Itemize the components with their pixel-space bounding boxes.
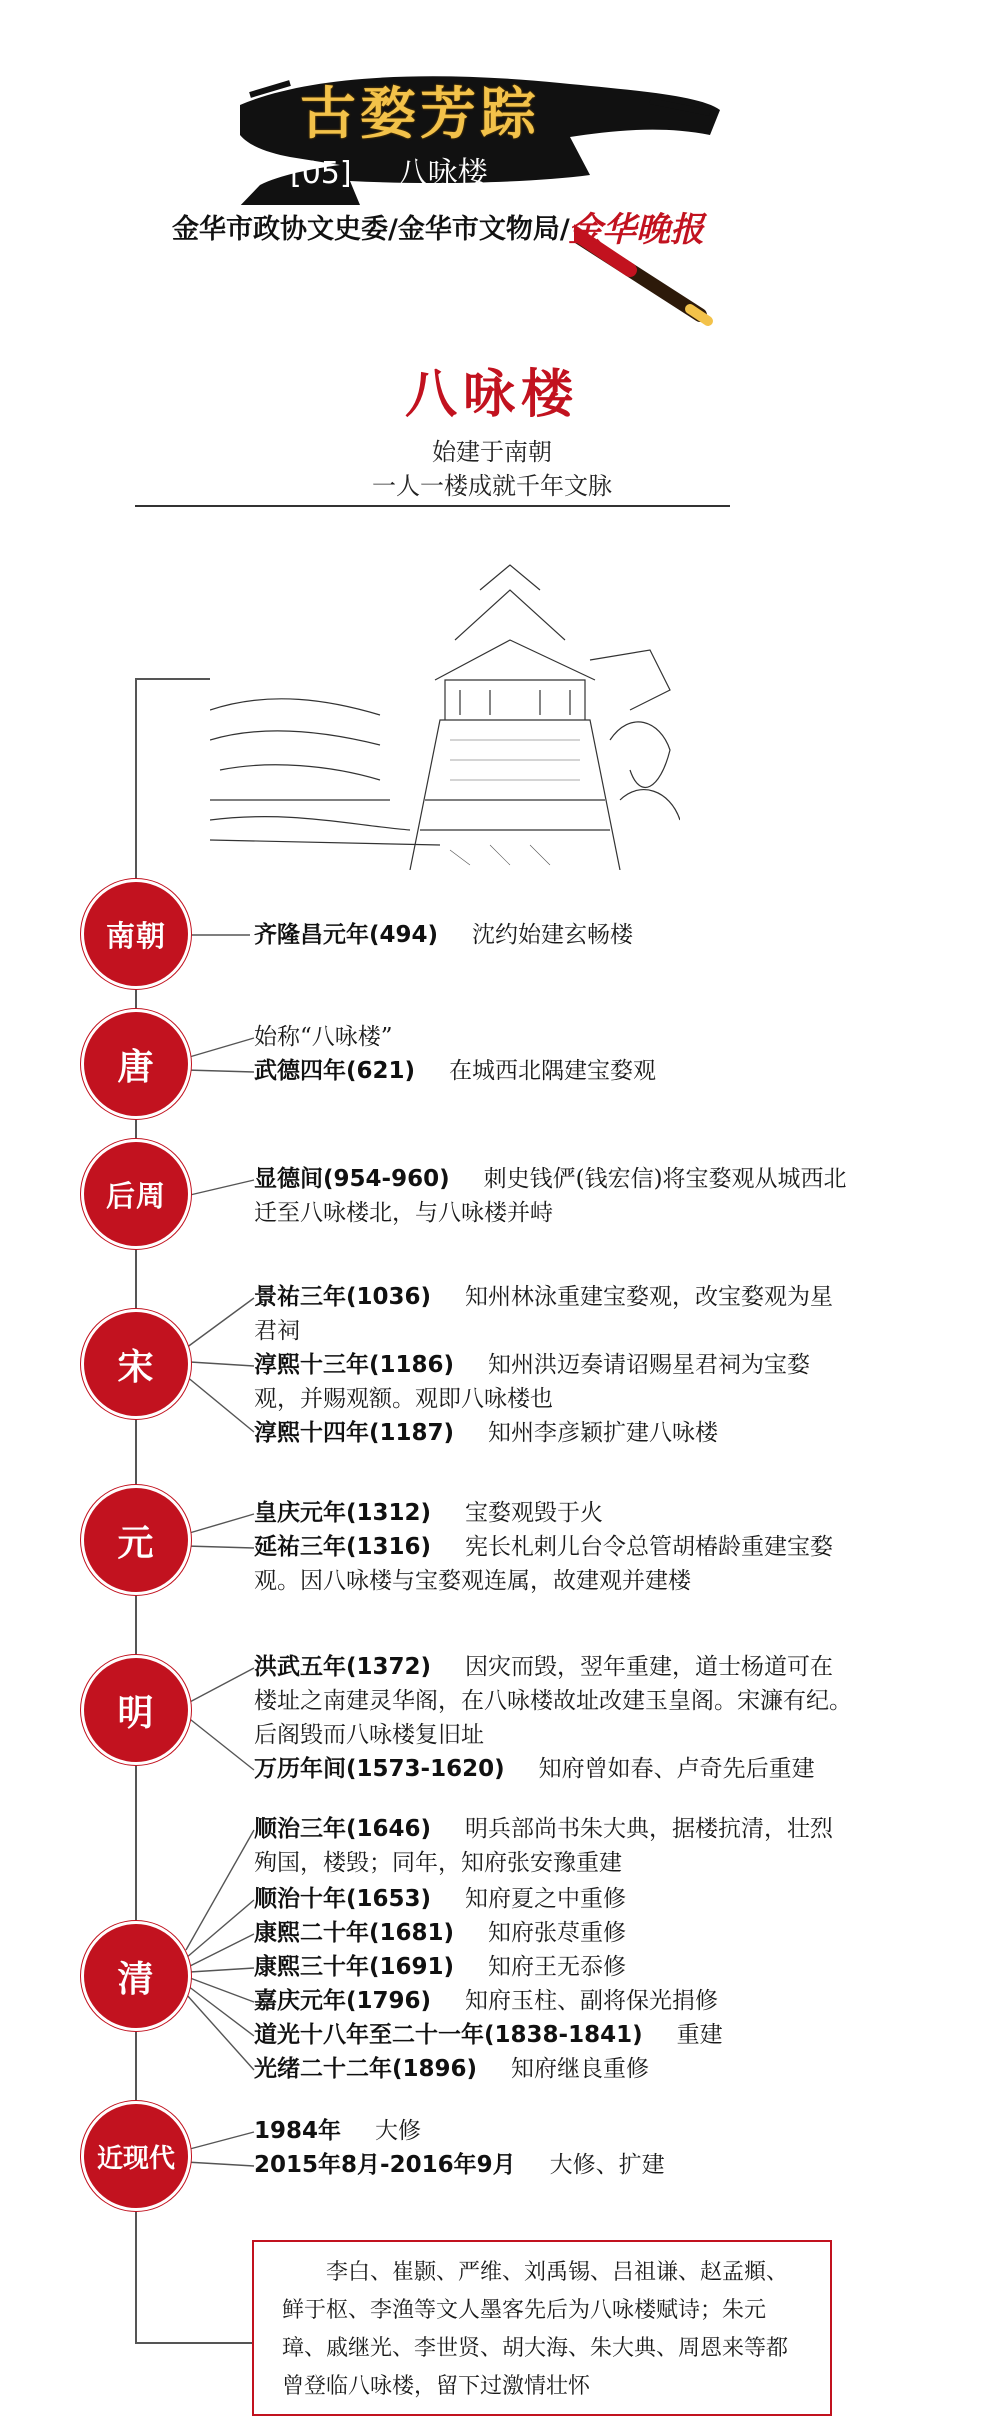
event <box>254 1416 854 1450</box>
era-badge-yuan <box>84 1488 188 1592</box>
event <box>254 1984 854 2018</box>
subtitle-line-2: 一人一楼成就千年文脉 <box>372 472 612 500</box>
connector-houzhou <box>190 1180 254 1195</box>
event-year: 嘉庆元年(1796) <box>254 1988 432 2014</box>
event <box>254 1348 854 1416</box>
event-desc: 宪长札剌儿台令总管胡椿龄重建宝婺观。因八咏楼与宝婺观连属，故建观并建楼 <box>254 1534 834 1594</box>
event-year: 淳熙十三年(1186) <box>254 1352 455 1378</box>
event-desc: 沈约始建玄畅楼 <box>472 922 634 948</box>
event-desc: 刺史钱俨(钱宏信)将宝婺观从城西北迁至八咏楼北，与八咏楼并峙 <box>254 1166 847 1226</box>
event-year: 顺治三年(1646) <box>254 1816 432 1842</box>
event-year: 皇庆元年(1312) <box>254 1500 432 1526</box>
event <box>254 1054 854 1088</box>
event-desc: 明兵部尚书朱大典，据楼抗清，壮烈殉国，楼毁；同年，知府张安豫重建 <box>254 1816 834 1876</box>
event-desc: 知州林泳重建宝婺观，改宝婺观为星君祠 <box>254 1284 834 1344</box>
event-desc: 知州李彦颖扩建八咏楼 <box>488 1420 719 1446</box>
event-desc: 始称“八咏楼” <box>254 1024 393 1050</box>
era-label: 元 <box>117 1522 155 1564</box>
event-year: 万历年间(1573-1620) <box>254 1756 505 1782</box>
event <box>254 1882 854 1916</box>
era-label: 明 <box>117 1692 155 1734</box>
event <box>254 918 854 952</box>
era-badge-qing <box>84 1924 188 2028</box>
era-label: 清 <box>117 1958 155 2000</box>
event-desc: 因灾而毁，翌年重建，道士杨道可在楼址之南建灵华阁，在八咏楼故址改建玉皇阁。宋濂有纪。后阁毁而八咏楼复旧址 <box>254 1654 852 1748</box>
event <box>254 1020 854 1054</box>
event-year: 顺治十年(1653) <box>254 1886 432 1912</box>
connector-tang-1 <box>186 1038 254 1058</box>
event-year: 齐隆昌元年(494) <box>254 922 439 948</box>
event-desc: 知府曾如春、卢奇先后重建 <box>538 1756 815 1782</box>
connector-song-3 <box>186 1376 254 1432</box>
era-label: 后周 <box>105 1178 166 1213</box>
connector-qing-3 <box>190 1934 254 1966</box>
column-title: 古婺芳踪 <box>300 81 540 147</box>
era-badge-modern <box>84 2104 188 2208</box>
newspaper-logo: 金华晚报 <box>568 210 704 250</box>
era-badge-song <box>84 1312 188 1416</box>
event <box>254 1752 854 1786</box>
event <box>254 1496 854 1530</box>
event <box>254 1650 854 1752</box>
issue-number: [05] <box>290 156 352 191</box>
connector-qing-4 <box>190 1968 254 1972</box>
event-year: 洪武五年(1372) <box>254 1654 432 1680</box>
event <box>254 1950 854 1984</box>
event-year: 1984年 <box>254 2118 342 2144</box>
connector-ming-1 <box>186 1668 254 1704</box>
event-desc: 知府玉柱、副将保光捐修 <box>465 1988 719 2014</box>
event-desc: 宝婺观毁于火 <box>465 1500 604 1526</box>
event <box>254 1280 854 1348</box>
era-label: 宋 <box>117 1346 155 1388</box>
event <box>254 1530 854 1598</box>
subtitle-line-1: 始建于南朝 <box>432 438 552 466</box>
era-badge-houzhou <box>84 1142 188 1246</box>
connector-ming-2 <box>186 1716 254 1770</box>
connector-qing-6 <box>188 1986 254 2036</box>
poets-visitors-text: 李白、崔颢、严维、刘禹锡、吕祖谦、赵孟頫、鲜于枢、李渔等文人墨客先后为八咏楼赋诗；朱元璋、戚继光、李世贤、胡大海、朱大典、周恩来等都曾登临八咏楼，留下过激情壮怀 <box>282 2260 789 2399</box>
event-year: 康熙二十年(1681) <box>254 1920 455 1946</box>
event-desc: 知府王无忝修 <box>488 1954 627 1980</box>
connector-yuan-1 <box>186 1514 254 1534</box>
event-year: 康熙三十年(1691) <box>254 1954 455 1980</box>
event-desc: 知府继良重修 <box>511 2056 650 2082</box>
event-year: 道光十八年至二十一年(1838-1841) <box>254 2022 643 2048</box>
event-year: 淳熙十四年(1187) <box>254 1420 455 1446</box>
connector-song-1 <box>186 1298 254 1348</box>
event <box>254 1162 854 1230</box>
timeline-bottom-connector <box>135 2342 252 2344</box>
event <box>254 1916 854 1950</box>
article-title: 八咏楼 <box>404 365 579 425</box>
era-badge-ming <box>84 1658 188 1762</box>
event-year: 光绪二十二年(1896) <box>254 2056 478 2082</box>
event-year: 武德四年(621) <box>254 1058 416 1084</box>
connector-qing-5 <box>190 1978 254 2002</box>
connector-modern-1 <box>186 2132 254 2150</box>
event-year: 延祐三年(1316) <box>254 1534 432 1560</box>
event-desc: 在城西北隅建宝婺观 <box>449 1058 657 1084</box>
connector-modern-2 <box>186 2162 254 2166</box>
event <box>254 2052 854 2086</box>
event-desc: 知州洪迈奏请诏赐星君祠为宝婺观，并赐观额。观即八咏楼也 <box>254 1352 811 1412</box>
event <box>254 2148 854 2182</box>
event-desc: 大修 <box>375 2118 422 2144</box>
connector-yuan-2 <box>186 1546 254 1548</box>
connector-qing-1 <box>186 1830 254 1950</box>
era-badge-tang <box>84 1012 188 1116</box>
event <box>254 2114 854 2148</box>
connector-qing-7 <box>186 1994 254 2070</box>
event-year: 景祐三年(1036) <box>254 1284 432 1310</box>
event-desc: 大修、扩建 <box>549 2152 665 2178</box>
event-desc: 知府张荩重修 <box>488 1920 627 1946</box>
publishers: 金华市政协文史委/金华市文物局/ <box>168 205 574 248</box>
event-desc: 重建 <box>676 2022 723 2048</box>
poets-visitors-box <box>252 2240 832 2416</box>
connector-qing-2 <box>186 1900 254 1958</box>
event-year: 显德间(954-960) <box>254 1166 450 1192</box>
era-label: 南朝 <box>105 918 166 953</box>
event <box>254 2018 854 2052</box>
era-label: 近现代 <box>96 2143 175 2174</box>
event-year: 2015年8月-2016年9月 <box>254 2152 516 2178</box>
connector-song-2 <box>190 1362 254 1366</box>
issue-topic: 八咏楼 <box>397 156 488 191</box>
event-desc: 知府夏之中重修 <box>465 1886 627 1912</box>
connector-tang-2 <box>186 1070 254 1072</box>
era-label: 唐 <box>117 1046 155 1088</box>
event <box>254 1812 854 1880</box>
era-badge-nanchao <box>84 882 188 986</box>
